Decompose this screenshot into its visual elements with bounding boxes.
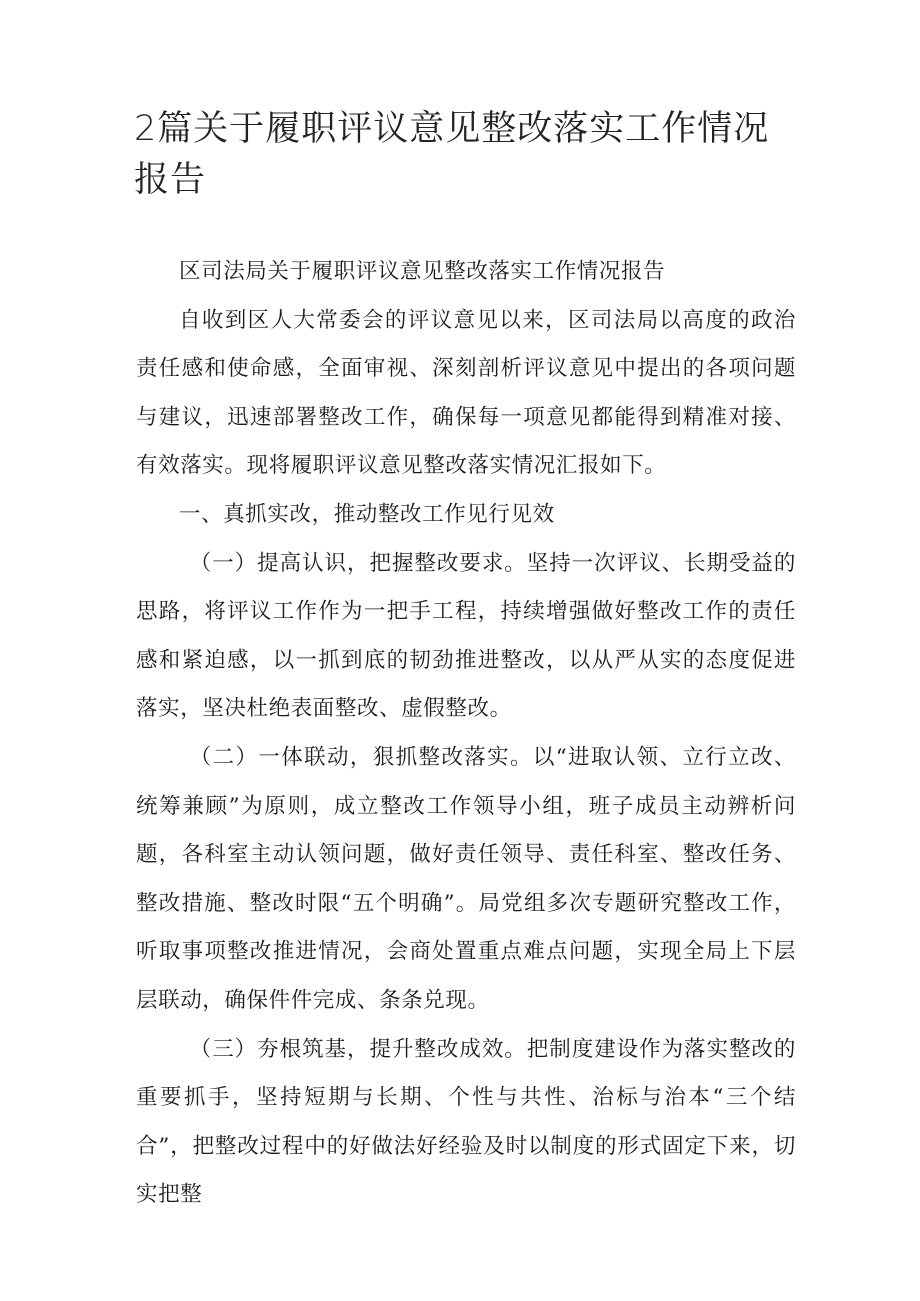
intro-paragraph: 自收到区人大常委会的评议意见以来，区司法局以高度的政治责任感和使命感，全面审视、深刻剖析评议意见中提出的各项问题与建议，迅速部署整改工作，确保每一项意见都能得到精准对接、有效落实。现将履职评议意见整改落实情况汇报如下。	[136, 307, 796, 479]
report-heading: 区司法局关于履职评议意见整改落实工作情况报告	[179, 259, 666, 284]
document-title: 2篇关于履职评议意见整改落实工作情况报告	[134, 109, 770, 200]
subsection-paragraph-3: （三）夯根筑基，提升整改成效。把制度建设作为落实整改的重要抓手，坚持短期与长期、个性与共性、治标与治本“三个结合”，把整改过程中的好做法好经验及时以制度的形式固定下来，切实把整	[136, 1036, 796, 1208]
subsection-paragraph-1: （一）提高认识，把握整改要求。坚持一次评议、长期受益的思路，将评议工作作为一把手工程，持续增强做好整改工作的责任感和紧迫感，以一抓到底的韧劲推进整改，以从严从实的态度促进落实，坚决杜绝表面整改、虚假整改。	[136, 550, 796, 722]
subsection-paragraph-2: （二）一体联动，狠抓整改落实。以“进取认领、立行立改、统筹兼顾”为原则，成立整改工作领导小组，班子成员主动辨析问题，各科室主动认领问题，做好责任领导、责任科室、整改任务、整改措施、整改时限“五个明确”。局党组多次专题研究整改工作，听取事项整改推进情况，会商处置重点难点问题，实现全局上下层层联动，确保件件完成、条条兑现。	[136, 744, 796, 1013]
document-body	[136, 248, 796, 1220]
section-heading-1: 一、真抓实改，推动整改工作见行见效	[179, 501, 555, 527]
